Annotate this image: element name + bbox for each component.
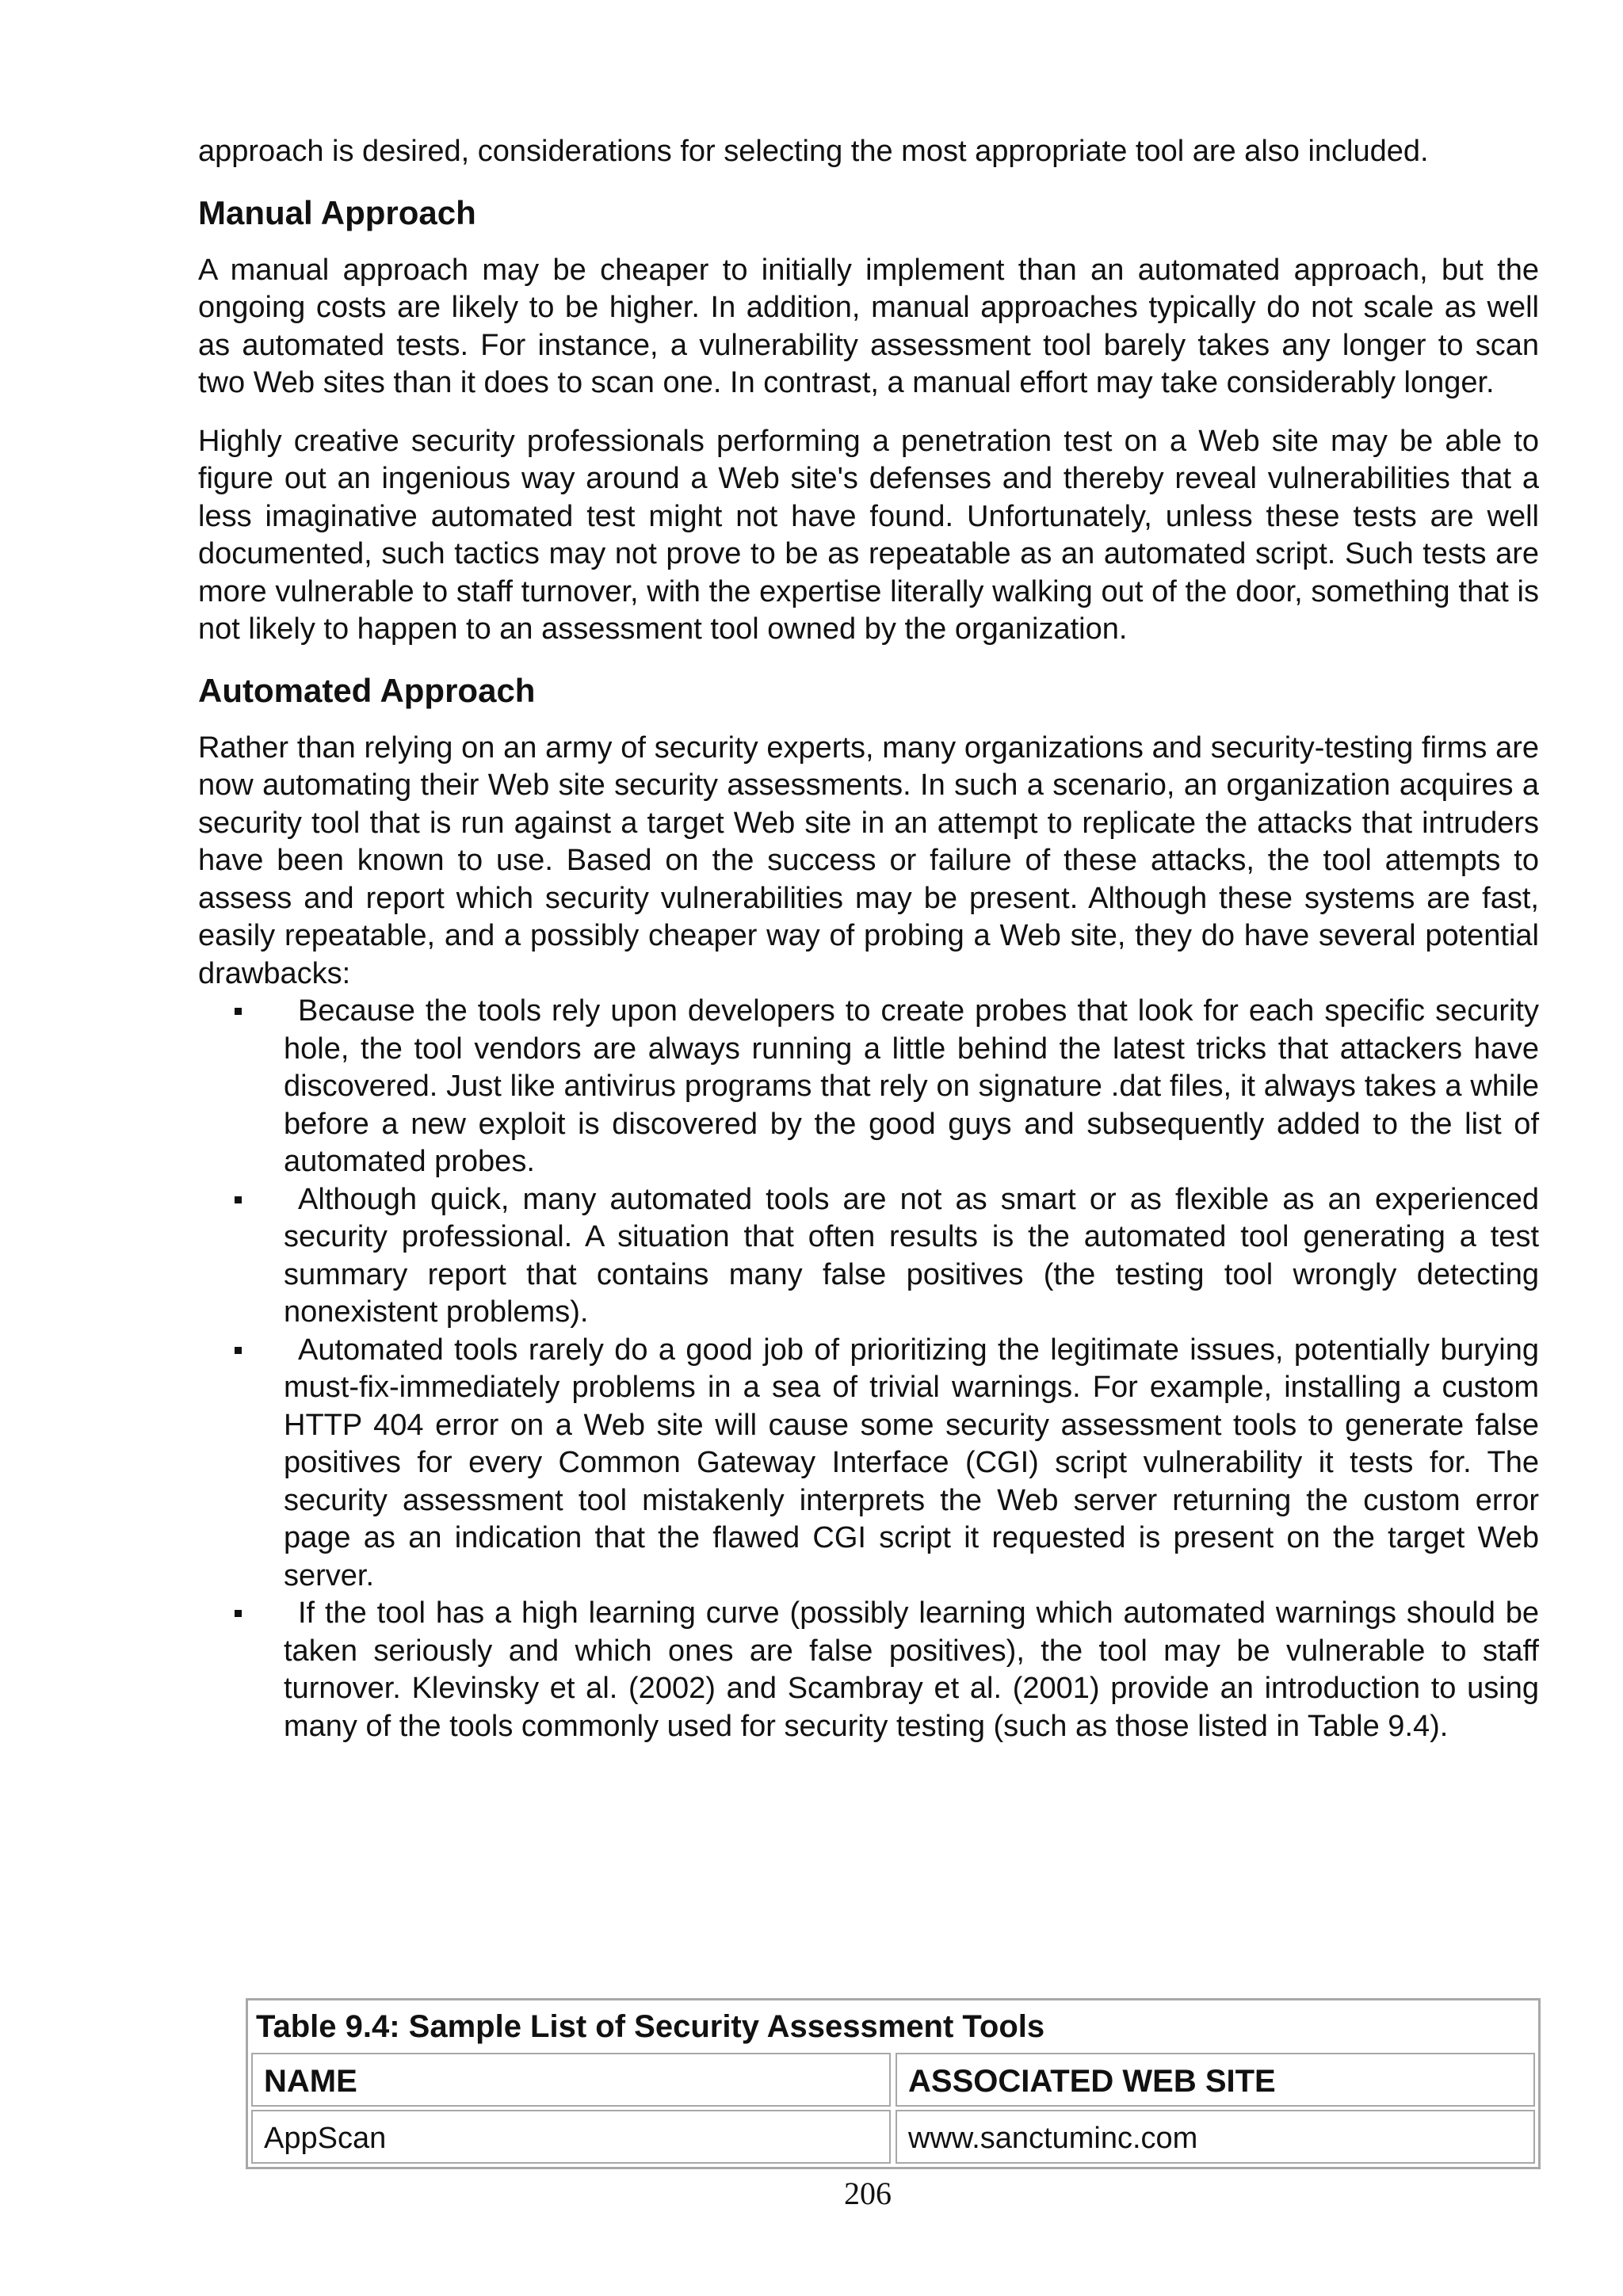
table-cell-name: AppScan bbox=[251, 2110, 891, 2164]
list-item bbox=[198, 1595, 1539, 1745]
list-item bbox=[198, 993, 1539, 1181]
header-cell-name: NAME bbox=[251, 2053, 891, 2107]
table-header-row bbox=[248, 2053, 1538, 2110]
list-item-text: Automated tools rarely do a good job of prioritizing the legitimate issues, potentially burying must-fix-immediately problems in a sea of trivial warnings. For example, installing a custom HTTP 404 error on a Web site will cause some security assessment tools to generate false positives for every Common Gateway Interface (CGI) script vulnerability it tests for. The security assessment tool mistakenly interprets the Web server returning the custom error page as an indication that the flawed CGI script it requested is present on the target Web server. bbox=[284, 1333, 1539, 1592]
page-number: 206 bbox=[844, 2176, 892, 2211]
intro-paragraph: approach is desired, considerations for selecting the most appropriate tool are also included. bbox=[198, 135, 1429, 168]
automated-paragraph: Rather than relying on an army of security experts, many organizations and security-testing firms are now automating their Web site security assessments. In such a scenario, an organization acquires a security tool that is run against a target Web site in an attempt to replicate the attacks that intruders have been known to use. Based on the success or failure of these attacks, the tool attempts to assess and report which security vulnerabilities may be present. Although these systems are fast, easily repeatable, and a possibly cheaper way of probing a Web site, they do have several potential drawbacks: bbox=[198, 730, 1539, 990]
manual-approach-heading: Manual Approach bbox=[198, 193, 476, 231]
list-item-text: Because the tools rely upon developers to create probes that look for each specific security hole, the tool vendors are always running a little behind the latest tricks that attackers have discovered. Just like antivirus programs that rely on signature .dat files, it always takes a while before a new exploit is discovered by the good guys and subsequently added to the list of automated probes. bbox=[284, 994, 1539, 1178]
bullet-square-icon bbox=[235, 1610, 242, 1617]
bullet-square-icon bbox=[235, 1347, 242, 1354]
automated-approach-heading: Automated Approach bbox=[198, 671, 536, 709]
table-cell-website: www.sanctuminc.com bbox=[896, 2110, 1535, 2164]
bullet-square-icon bbox=[235, 1008, 242, 1015]
header-cell-website: ASSOCIATED WEB SITE bbox=[896, 2053, 1535, 2107]
list-item-text: Although quick, many automated tools are not as smart or as flexible as an experienced security professional. A situation that often results is the automated tool generating a test summary report that contains many false positives (the testing tool wrongly detecting nonexistent problems). bbox=[284, 1182, 1539, 1329]
table-caption: Table 9.4: Sample List of Security Assessment Tools bbox=[256, 2009, 1045, 2044]
manual-paragraph-1: A manual approach may be cheaper to initially implement than an automated approach, but the ongoing costs are likely to be higher. In addition, manual approaches typically do not scale as well as automated tests. For instance, a vulnerability assessment tool barely takes any longer to scan two Web sites than it does to scan one. In contrast, a manual effort may take considerably longer. bbox=[198, 253, 1539, 399]
table-row bbox=[248, 2110, 1538, 2167]
bullet-square-icon bbox=[235, 1196, 242, 1203]
list-item-text: If the tool has a high learning curve (possibly learning which automated warnings should be taken seriously and which ones are false positives), the tool may be vulnerable to staff turnover. Klevinsky et al. (2002) and Scambray et al. (2001) provide an introduction to using many of the tools commonly used for security testing (such as those listed in Table 9.4). bbox=[284, 1596, 1539, 1743]
security-tools-table bbox=[246, 1998, 1541, 2169]
page-body bbox=[198, 133, 1539, 1745]
drawbacks-list bbox=[198, 993, 1539, 1745]
list-item bbox=[198, 1332, 1539, 1596]
manual-paragraph-2: Highly creative security professionals performing a penetration test on a Web site may be able to figure out an ingenious way around a Web site's defenses and thereby reveal vulnerabilities that a less imaginative automated test might not have found. Unfortunately, unless these tests are well documented, such tactics may not prove to be as repeatable as an automated script. Such tests are more vulnerable to staff turnover, with the expertise literally walking out of the door, something that is not likely to happen to an assessment tool owned by the organization. bbox=[198, 424, 1539, 646]
list-item bbox=[198, 1181, 1539, 1332]
